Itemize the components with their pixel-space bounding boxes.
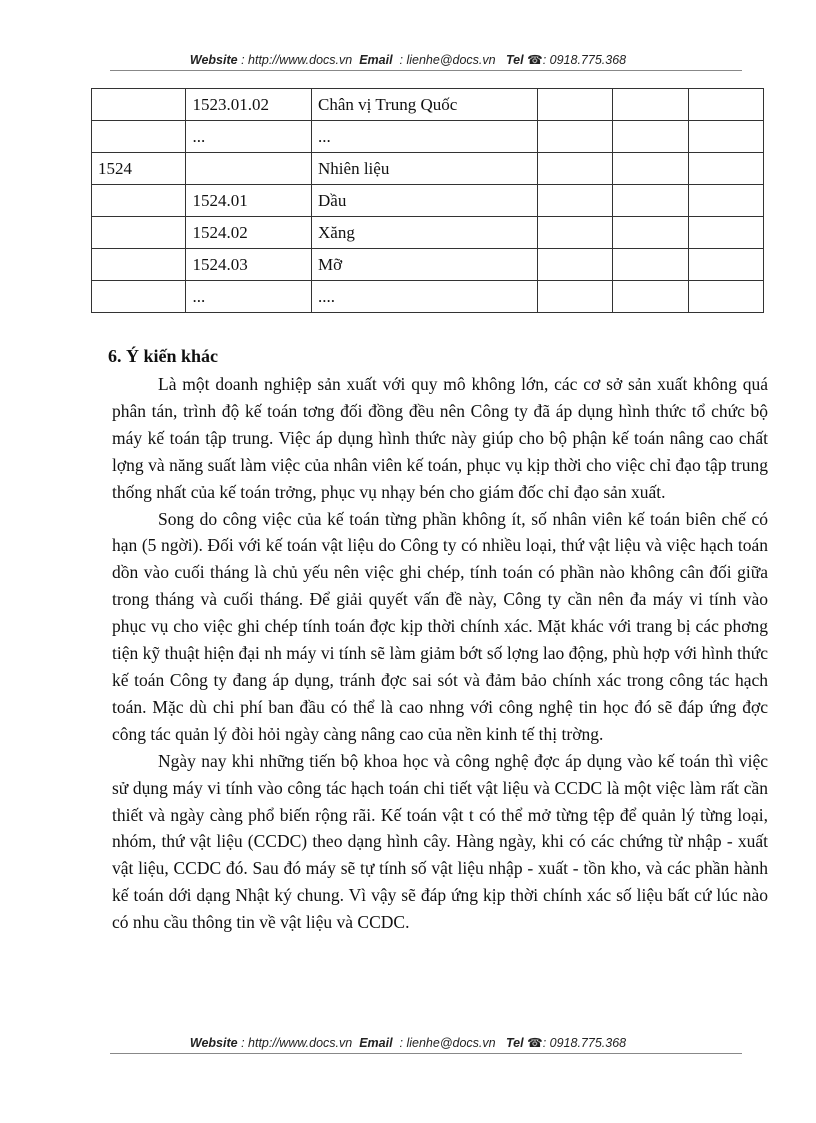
table-cell bbox=[92, 121, 186, 153]
table-cell bbox=[92, 185, 186, 217]
table-cell bbox=[613, 153, 688, 185]
table-cell bbox=[92, 249, 186, 281]
tel-value: : 0918.775.368 bbox=[542, 53, 627, 67]
paragraph-2: Song do công việc của kế toán từng phần không ít, số nhân viên kế toán biên chế có hạn (5 ngời). Đối với kế toán vật liệu do Công ty có nhiều loại, thứ vật liệu và việc hạch toán dồn vào cuối tháng là chủ yếu nên việc ghi chép, tính toán có phần nào không cân đối giữa trong tháng và cuối tháng. Để giải quyết vấn đề này, Công ty cần nên đa máy vi tính vào phục vụ cho việc ghi chép tính toán đợc kịp thời chính xác. Mặt khác với trang bị các phơng tiện kỹ thuật hiện đại nh máy vi tính sẽ làm giảm bớt số lợng lao động, phù hợp với hình thức kế toán Công ty đang áp dụng, tránh đợc sai sót và đảm bảo chính xác trong công tác hạch toán. Mặc dù chi phí ban đầu có thể là cao nhng với công nghệ tin học đó sẽ đáp ứng đợc công tác quản lý đòi hỏi ngày càng nâng cao của nền kinh tế thị trờng. bbox=[112, 508, 768, 744]
table-cell bbox=[688, 281, 763, 313]
table-cell bbox=[613, 185, 688, 217]
table-cell: Chân vị Trung Quốc bbox=[312, 89, 538, 121]
page-header bbox=[0, 52, 816, 67]
table-cell bbox=[613, 281, 688, 313]
section-title: 6. Ý kiến khác bbox=[108, 346, 219, 366]
phone-icon: ☎ bbox=[527, 1036, 543, 1050]
paragraph-3: Ngày nay khi những tiến bộ khoa học và công nghệ đợc áp dụng vào kế toán thì việc sử dụng máy vi tính vào công tác hạch toán chi tiết vật liệu và CCDC là một việc làm rất cần thiết và ngày càng phổ biến rộng rãi. Kế toán vật t có thể mở từng tệp để quản lý từng loại, nhóm, thứ vật liệu (CCDC) theo dạng hình cây. Hàng ngày, khi có các chứng từ nhập - xuất vật liệu, CCDC đó. Sau đó máy sẽ tự tính số vật liệu nhập - xuất - tồn kho, và các phần hành kế toán dới dạng Nhật ký chung. Vì vậy sẽ đáp ứng kịp thời chính xác số liệu bất cứ lúc nào có nhu cầu thông tin về vật liệu và CCDC. bbox=[112, 750, 768, 933]
table-row bbox=[92, 217, 764, 249]
footer-email-value: : lienhe@docs.vn bbox=[399, 1036, 496, 1050]
table-cell: ... bbox=[186, 281, 312, 313]
table-cell: 1524.01 bbox=[186, 185, 312, 217]
section-body bbox=[112, 371, 768, 936]
table-cell bbox=[538, 185, 613, 217]
table-row bbox=[92, 281, 764, 313]
table-cell bbox=[538, 89, 613, 121]
footer-tel-value: : 0918.775.368 bbox=[542, 1036, 627, 1050]
table-row bbox=[92, 185, 764, 217]
table-cell: 1524 bbox=[92, 153, 186, 185]
table-cell bbox=[92, 89, 186, 121]
table-cell bbox=[688, 121, 763, 153]
header-divider bbox=[110, 70, 742, 71]
footer-divider bbox=[110, 1053, 742, 1054]
table-cell bbox=[186, 153, 312, 185]
table-cell bbox=[688, 153, 763, 185]
website-label: Website bbox=[189, 53, 238, 67]
table-row bbox=[92, 249, 764, 281]
table-cell bbox=[538, 281, 613, 313]
table-row bbox=[92, 121, 764, 153]
table-cell bbox=[92, 281, 186, 313]
email-label: Email bbox=[359, 53, 393, 67]
table-cell: Dầu bbox=[312, 185, 538, 217]
email-value: : lienhe@docs.vn bbox=[399, 53, 496, 67]
footer-tel-label: Tel bbox=[506, 1036, 524, 1050]
table-cell bbox=[538, 153, 613, 185]
table-cell: 1524.02 bbox=[186, 217, 312, 249]
page-footer bbox=[0, 1035, 816, 1050]
table-row bbox=[92, 153, 764, 185]
table-cell bbox=[613, 121, 688, 153]
table-cell: ... bbox=[186, 121, 312, 153]
table-cell bbox=[538, 121, 613, 153]
table-cell: 1524.03 bbox=[186, 249, 312, 281]
table-cell bbox=[688, 185, 763, 217]
table-cell: ... bbox=[312, 121, 538, 153]
tel-label: Tel bbox=[506, 53, 524, 67]
footer-email-label: Email bbox=[359, 1036, 393, 1050]
table-cell bbox=[613, 249, 688, 281]
footer-website-value: : http://www.docs.vn bbox=[241, 1036, 353, 1050]
table-cell: .... bbox=[312, 281, 538, 313]
table-cell bbox=[92, 217, 186, 249]
table-cell: Mỡ bbox=[312, 249, 538, 281]
table-cell bbox=[613, 89, 688, 121]
table-cell: Xăng bbox=[312, 217, 538, 249]
table-row bbox=[92, 89, 764, 121]
table-cell bbox=[688, 217, 763, 249]
footer-website-label: Website bbox=[189, 1036, 238, 1050]
table-cell: 1523.01.02 bbox=[186, 89, 312, 121]
table-cell bbox=[538, 249, 613, 281]
table-cell: Nhiên liệu bbox=[312, 153, 538, 185]
paragraph-1: Là một doanh nghiệp sản xuất với quy mô không lớn, các cơ sở sản xuất không quá phân tán, trình độ kế toán tơng đối đồng đều nên Công ty đã áp dụng hình thức tổ chức bộ máy kế toán tập trung. Việc áp dụng hình thức này giúp cho bộ phận kế toán nâng cao chất lợng và năng suất làm việc của nhân viên kế toán, phục vụ kịp thời cho việc chỉ đạo tập trung thống nhất của kế toán trởng, phục vụ nhạy bén cho giám đốc chỉ đạo sản xuất. bbox=[112, 374, 768, 502]
website-value: : http://www.docs.vn bbox=[241, 53, 353, 67]
phone-icon: ☎ bbox=[527, 53, 543, 67]
table-cell bbox=[688, 249, 763, 281]
account-table bbox=[91, 88, 764, 313]
table-cell bbox=[688, 89, 763, 121]
table-cell bbox=[538, 217, 613, 249]
table-cell bbox=[613, 217, 688, 249]
